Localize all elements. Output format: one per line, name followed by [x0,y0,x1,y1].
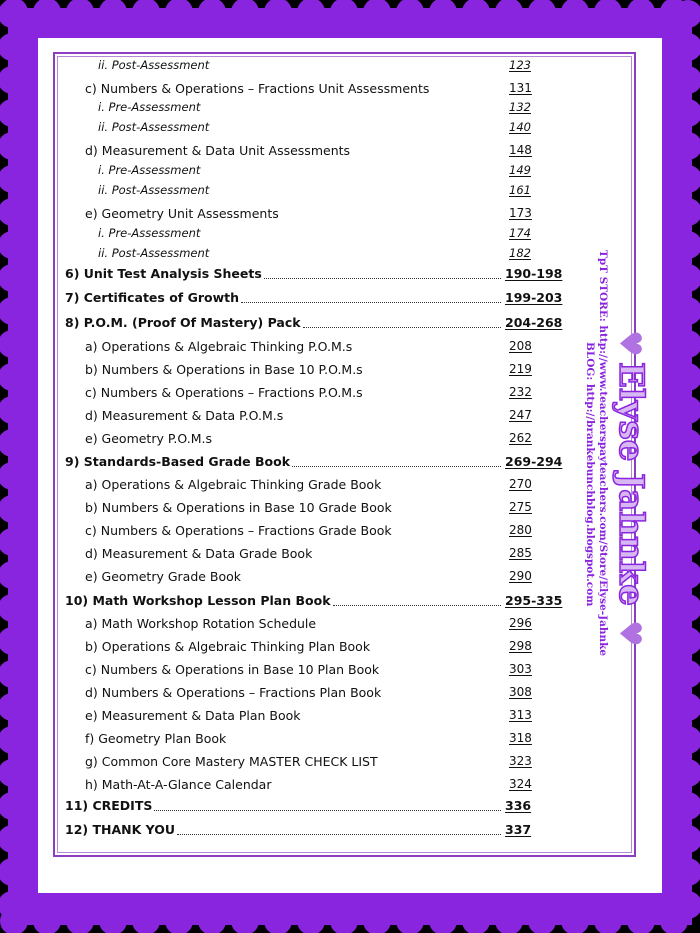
toc-entry [0,143,700,165]
toc-page-number: 269-294 [505,454,563,469]
toc-page-number: 219 [509,362,532,376]
toc-page-number: 280 [509,523,532,537]
toc-page-number: 149 [509,163,531,177]
toc-page-number: 182 [509,246,531,260]
toc-entry [0,777,700,799]
toc-entry-title: f) Geometry Plan Book [85,731,227,746]
toc-section-heading [0,822,700,844]
toc-page-number: 308 [509,685,532,699]
toc-entry-title: 6) Unit Test Analysis Sheets [65,266,262,281]
toc-entry-title: 12) THANK YOU [65,822,176,837]
sidebar-branding [560,240,651,710]
toc-page-number: 296 [509,616,532,630]
toc-entry [0,708,700,730]
dot-leader [154,810,501,811]
store-link[interactable]: TpT STORE: http://www.teacherspayteachers.com/Store/Elyse-Jahnke [597,250,609,657]
toc-page-number: 173 [509,206,532,220]
heart-icon: ♥ [612,620,647,647]
toc-entry-title: a) Math Workshop Rotation Schedule [85,616,317,631]
toc-entry-title: ii. Post-Assessment [98,120,210,134]
toc-entry-title: h) Math-At-A-Glance Calendar [85,777,272,792]
toc-entry-title: b) Operations & Algebraic Thinking Plan Book [85,639,371,654]
toc-page-number: 285 [509,546,532,560]
toc-entry-title: e) Measurement & Data Plan Book [85,708,301,723]
toc-page-number: 204-268 [505,315,563,330]
toc-page-number: 132 [509,100,531,114]
toc-entry-title: ii. Post-Assessment [98,183,210,197]
toc-page-number: 208 [509,339,532,353]
toc-entry-title: 11) CREDITS [65,798,153,813]
toc-entry-title: ii. Post-Assessment [98,58,210,72]
dot-leader [333,605,501,606]
toc-section-heading [0,798,700,820]
toc-entry [0,206,700,228]
toc-page-number: 337 [505,822,532,837]
toc-page-number: 336 [505,798,532,813]
toc-entry-title: ii. Post-Assessment [98,246,210,260]
toc-entry-title: d) Measurement & Data Unit Assessments [85,143,351,158]
blog-link[interactable]: BLOG: http://brankebunchblog.blogspot.com [584,342,596,607]
toc-entry-title: a) Operations & Algebraic Thinking P.O.M.s [85,339,353,354]
toc-entry-title: 10) Math Workshop Lesson Plan Book [65,593,331,608]
toc-page-number: 303 [509,662,532,676]
brand-name: Elyse Jahnke [611,362,651,606]
toc-entry-title: g) Common Core Mastery MASTER CHECK LIST [85,754,378,769]
dot-leader [292,466,501,467]
toc-page-number: 275 [509,500,532,514]
toc-entry [0,754,700,776]
toc-entry-title: a) Operations & Algebraic Thinking Grade Book [85,477,382,492]
toc-page-number: 123 [509,58,531,72]
toc-page-number: 232 [509,385,532,399]
toc-page-number: 323 [509,754,532,768]
toc-page-number: 174 [509,226,531,240]
heart-icon: ♥ [612,330,647,357]
toc-page-number: 199-203 [505,290,563,305]
toc-page-number: 190-198 [505,266,563,281]
toc-entry [0,100,700,122]
toc-page-number: 313 [509,708,532,722]
toc-entry-title: c) Numbers & Operations – Fractions Grade Book [85,523,392,538]
dot-leader [241,302,501,303]
toc-entry-title: c) Numbers & Operations in Base 10 Plan Book [85,662,380,677]
toc-page-number: 318 [509,731,532,745]
toc-entry-title: i. Pre-Assessment [98,226,201,240]
dot-leader [264,278,501,279]
toc-entry-title: 8) P.O.M. (Proof Of Mastery) Pack [65,315,301,330]
toc-entry-title: d) Measurement & Data Grade Book [85,546,313,561]
toc-entry-title: d) Numbers & Operations – Fractions Plan Book [85,685,382,700]
toc-entry-title: i. Pre-Assessment [98,163,201,177]
toc-page-number: 298 [509,639,532,653]
toc-entry [0,58,700,80]
toc-entry [0,163,700,185]
toc-page-number: 140 [509,120,531,134]
toc-page-number: 270 [509,477,532,491]
toc-entry [0,183,700,205]
toc-entry-title: i. Pre-Assessment [98,100,201,114]
toc-page-number: 295-335 [505,593,563,608]
toc-entry-title: b) Numbers & Operations in Base 10 Grade Book [85,500,392,515]
toc-entry-title: d) Measurement & Data P.O.M.s [85,408,284,423]
dot-leader [303,327,501,328]
toc-entry-title: e) Geometry Grade Book [85,569,242,584]
toc-page-number: 262 [509,431,532,445]
toc-entry [0,731,700,753]
toc-entry-title: e) Geometry Unit Assessments [85,206,279,221]
toc-entry-title: e) Geometry P.O.M.s [85,431,212,446]
toc-page-number: 148 [509,143,532,157]
toc-page-number: 290 [509,569,532,583]
toc-entry-title: b) Numbers & Operations in Base 10 P.O.M.s [85,362,363,377]
toc-entry-title: 7) Certificates of Growth [65,290,240,305]
toc-entry-title: c) Numbers & Operations – Fractions P.O.M.s [85,385,363,400]
toc-page-number: 161 [509,183,531,197]
toc-entry-title: c) Numbers & Operations – Fractions Unit Assessments [85,81,430,96]
dot-leader [177,834,501,835]
toc-entry-title: 9) Standards-Based Grade Book [65,454,291,469]
toc-page-number: 324 [509,777,532,791]
toc-entry [0,120,700,142]
toc-page-number: 247 [509,408,532,422]
toc-page-number: 131 [509,81,532,95]
